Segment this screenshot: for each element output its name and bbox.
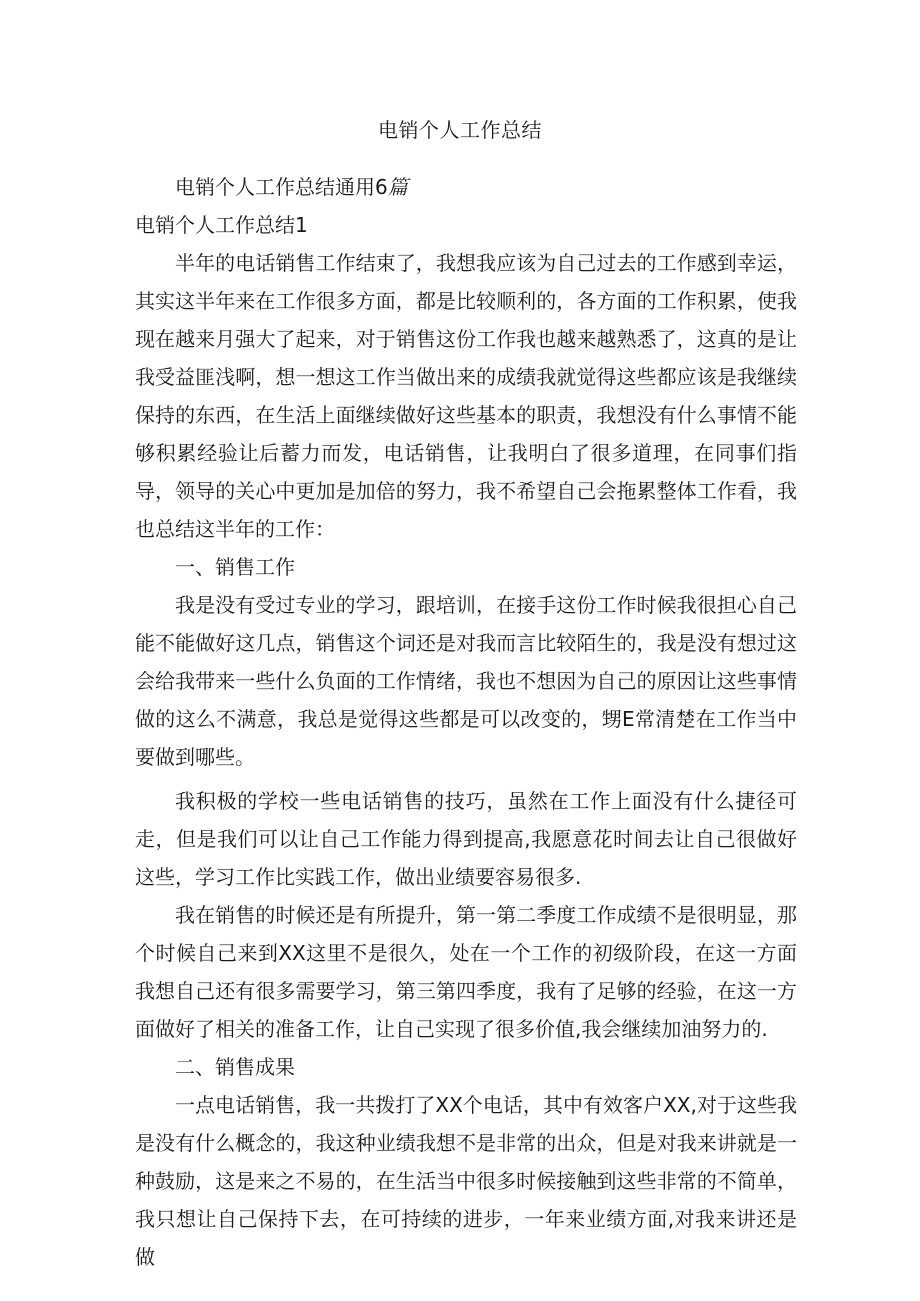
heading-sales-results: 二、销售成果	[175, 1055, 295, 1079]
sales-results-paragraph-1: 一点电话销售，我一共拨打了XX个电话，其中有效客户XX,对于这些我是没有什么概念的，我这种业绩我想不是非常的出众，但是对我来讲就是一种鼓励，这是来之不易的，在生活当中很多时候接触到这些非常的不简单，我只想让自己保持下去，在可持续的进步，一年来业绩方面,对我来讲还是做	[135, 1093, 797, 1269]
intro-paragraph: 半年的电话销售工作结束了，我想我应该为自己过去的工作感到幸运，其实这半年来在工作很多方面，都是比较顺利的，各方面的工作积累，使我现在越来月强大了起来，对于销售这份工作我也越来越熟悉了，这真的是让我受益匪浅啊，想一想这工作当做出来的成绩我就觉得这些都应该是我继续保持的东西，在生活上面继续做好这些基本的职责，我想没有什么事情不能够积累经验让后蓄力而发，电话销售，让我明白了很多道理，在同事们指导，领导的关心中更加是加倍的努力，我不希望自己会拖累整体工作看，我也总结这半年的工作：	[135, 251, 797, 541]
section-title: 电销个人工作总结1	[135, 213, 308, 237]
document-title: 电销个人工作总结	[378, 118, 542, 142]
document-subtitle	[135, 168, 797, 206]
sales-work-paragraph-2: 我积极的学校一些电话销售的技巧，虽然在工作上面没有什么捷径可走，但是我们可以让自己工作能力得到提高,我愿意花时间去让自己很做好这些，学习工作比实践工作，做出业绩要容易很多.	[135, 789, 797, 889]
sales-work-paragraph-3: 我在销售的时候还是有所提升，第一第二季度工作成绩不是很明显，那个时候自己来到XX这里不是很久，处在一个工作的初级阶段，在这一方面我想自己还有很多需要学习，第三第四季度，我有了足够的经验，在这一方面做好了相关的准备工作，让自己实现了很多价值,我会继续加油努力的.	[135, 903, 797, 1041]
heading-sales-work: 一、销售工作	[175, 555, 295, 579]
sales-work-paragraph-1: 我是没有受过专业的学习，跟培训，在接手这份工作时候我很担心自己能不能做好这几点，销售这个词还是对我而言比较陌生的，我是没有想过这会给我带来一些什么负面的工作情绪，我也不想因为自己的原因让这些事情做的这么不满意，我总是觉得这些都是可以改变的，甥E常清楚在工作当中要做到哪些。	[135, 593, 797, 769]
subtitle-tail: 篇	[387, 175, 408, 199]
document-body	[135, 168, 797, 1276]
subtitle-text: 电销个人工作总结通用6	[175, 175, 388, 199]
